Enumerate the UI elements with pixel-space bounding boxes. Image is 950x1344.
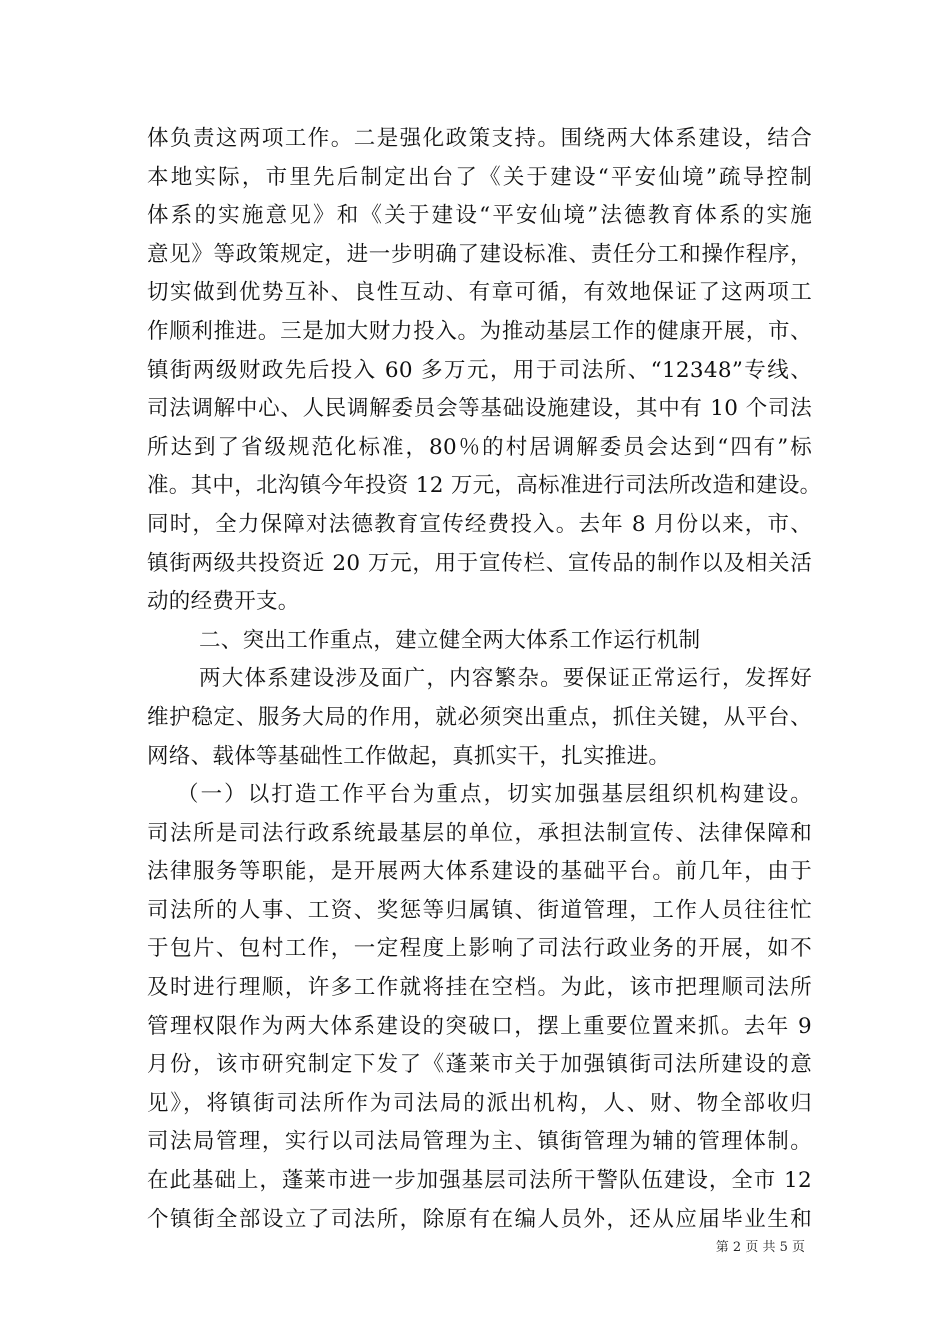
text-line-13: 动的经费开支。 bbox=[147, 589, 300, 615]
text-line-21: 司法所的人事、工资、奖惩等归属镇、街道管理，工作人员往往忙 bbox=[147, 897, 812, 923]
text-line-23: 及时进行理顺，许多工作就将挂在空档。为此，该市把理顺司法所 bbox=[147, 975, 812, 1001]
text-line-3: 体系的实施意见》和《关于建设“平安仙境”法德教育体系的实施 bbox=[147, 203, 812, 229]
text-line-11: 同时，全力保障对法德教育宣传经费投入。去年 8 月份以来，市、 bbox=[147, 511, 812, 537]
text-line-8: 司法调解中心、人民调解委员会等基础设施建设，其中有 10 个司法 bbox=[147, 396, 812, 422]
text-line-22: 于包片、包村工作，一定程度上影响了司法行政业务的开展，如不 bbox=[147, 936, 812, 962]
text-line-20: 法律服务等职能，是开展两大体系建设的基础平台。前几年，由于 bbox=[147, 859, 812, 885]
text-line-4: 意见》等政策规定，进一步明确了建设标准、责任分工和操作程序， bbox=[147, 241, 812, 267]
text-line-27: 司法局管理，实行以司法局管理为主、镇街管理为辅的管理体制。 bbox=[147, 1129, 812, 1155]
text-line-25: 月份，该市研究制定下发了《蓬莱市关于加强镇街司法所建设的意 bbox=[147, 1052, 812, 1078]
text-line-6: 作顺利推进。三是加大财力投入。为推动基层工作的健康开展，市、 bbox=[147, 318, 812, 344]
text-line-26: 见》，将镇街司法所作为司法局的派出机构，人、财、物全部收归 bbox=[147, 1090, 812, 1116]
text-line-1: 体负责这两项工作。二是强化政策支持。围绕两大体系建设，结合 bbox=[147, 126, 812, 151]
text-line-7: 镇街两级财政先后投入 60 多万元，用于司法所、“12348”专线、 bbox=[147, 357, 812, 383]
text-line-16: 维护稳定、服务大局的作用，就必须突出重点，抓住关键，从平台、 bbox=[147, 704, 812, 730]
text-line-29: 个镇街全部设立了司法所，除原有在编人员外，还从应届毕业生和 bbox=[147, 1206, 812, 1232]
text-line-12: 镇街两级共投资近 20 万元，用于宣传栏、宣传品的制作以及相关活 bbox=[147, 550, 812, 576]
text-line-24: 管理权限作为两大体系建设的突破口，摆上重要位置来抓。去年 9 bbox=[147, 1013, 812, 1039]
text-line-10: 准。其中，北沟镇今年投资 12 万元，高标准进行司法所改造和建设。 bbox=[147, 473, 822, 499]
text-line-15: 两大体系建设涉及面广，内容繁杂。要保证正常运行，发挥好 bbox=[199, 666, 812, 692]
text-line-5: 切实做到优势互补、良性互动、有章可循，有效地保证了这两项工 bbox=[147, 280, 812, 306]
page-number-footer: 第 2 页 共 5 页 bbox=[715, 1240, 805, 1255]
text-line-17: 网络、载体等基础性工作做起，真抓实干，扎实推进。 bbox=[147, 743, 671, 769]
text-line-9: 所达到了省级规范化标准，80％的村居调解委员会达到“四有”标 bbox=[147, 434, 812, 460]
text-line-28: 在此基础上，蓬莱市进一步加强基层司法所干警队伍建设，全市 12 bbox=[147, 1168, 812, 1194]
subsection-heading: （一）以打造工作平台为重点，切实加强基层组织机构建设。 bbox=[177, 782, 812, 808]
document-body bbox=[147, 120, 822, 1239]
section-heading: 二、突出工作重点，建立健全两大体系工作运行机制 bbox=[199, 627, 701, 653]
text-line-19: 司法所是司法行政系统最基层的单位，承担法制宣传、法律保障和 bbox=[147, 820, 812, 846]
text-line-2: 本地实际，市里先后制定出台了《关于建设“平安仙境”疏导控制 bbox=[147, 164, 812, 190]
